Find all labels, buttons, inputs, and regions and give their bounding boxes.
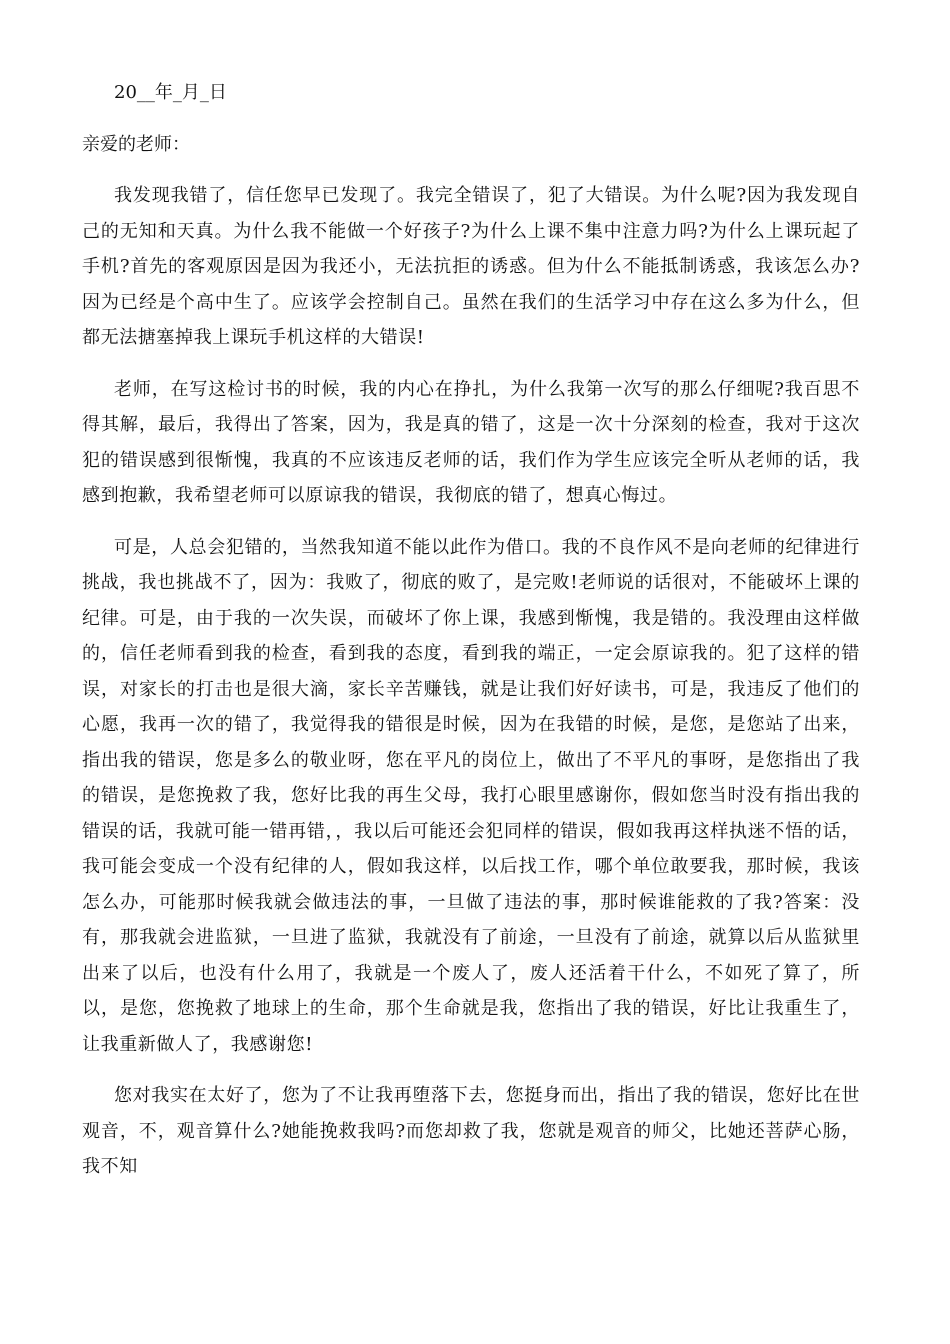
body-paragraph-1: 我发现我错了，信任您早已发现了。我完全错误了，犯了大错误。为什么呢?因为我发现自己的无知和天真。为什么我不能做一个好孩子?为什么上课不集中注意力吗?为什么上课玩起了手机?首先的客观原因是因为我还小，无法抗拒的诱惑。但为什么不能抵制诱惑，我该怎么办?因为已经是个高中生了。应该学会控制自己。虽然在我们的生活学习中存在这么多为什么，但都无法搪塞掉我上课玩手机这样的大错误! [82,185,860,348]
letter-date: 20__年_月_日 [114,82,227,103]
document-page [82,60,860,1201]
body-paragraph-4: 您对我实在太好了，您为了不让我再堕落下去，您挺身而出，指出了我的错误，您好比在世观音，不，观音算什么?她能挽救我吗?而您却救了我，您就是观音的师父，比她还菩萨心肠，我不知 [82,1085,860,1177]
body-paragraph-3: 可是，人总会犯错的，当然我知道不能以此作为借口。我的不良作风不是向老师的纪律进行挑战，我也挑战不了，因为：我败了，彻底的败了，是完败!老师说的话很对，不能破坏上课的纪律。可是，由于我的一次失误，而破坏了你上课，我感到惭愧，我是错的。我没理由这样做的，信任老师看到我的检查，看到我的态度，看到我的端正，一定会原谅我的。犯了这样的错误，对家长的打击也是很大滴，家长辛苦赚钱，就是让我们好好读书，可是，我违反了他们的心愿，我再一次的错了，我觉得我的错很是时候，因为在我错的时候，是您，是您站了出来，指出我的错误，您是多么的敬业呀，您在平凡的岗位上，做出了不平凡的事呀，是您指出了我的错误，是您挽救了我，您好比我的再生父母，我打心眼里感谢你，假如您当时没有指出我的错误的话，我就可能一错再错，，我以后可能还会犯同样的错误，假如我再这样执迷不悟的话，我可能会变成一个没有纪律的人，假如我这样，以后找工作，哪个单位敢要我，那时候，我该怎么办，可能那时候我就会做违法的事，一旦做了违法的事，那时候谁能救的了我?答案：没有，那我就会进监狱，一旦进了监狱，我就没有了前途，一旦没有了前途，就算以后从监狱里出来了以后，也没有什么用了，我就是一个废人了，废人还活着干什么，不如死了算了，所以，是您，您挽救了地球上的生命，那个生命就是我，您指出了我的错误，好比让我重生了，让我重新做人了，我感谢您! [82,536,860,1055]
body-paragraph-2: 老师，在写这检讨书的时候，我的内心在挣扎，为什么我第一次写的那么仔细呢?我百思不得其解，最后，我得出了答案，因为，我是真的错了，这是一次十分深刻的检查，我对于这次犯的错误感到很惭愧，我真的不应该违反老师的话，我们作为学生应该完全听从老师的话，我感到抱歉，我希望老师可以原谅我的错误，我彻底的错了，想真心悔过。 [82,378,860,506]
letter-salutation: 亲爱的老师： [82,133,190,155]
